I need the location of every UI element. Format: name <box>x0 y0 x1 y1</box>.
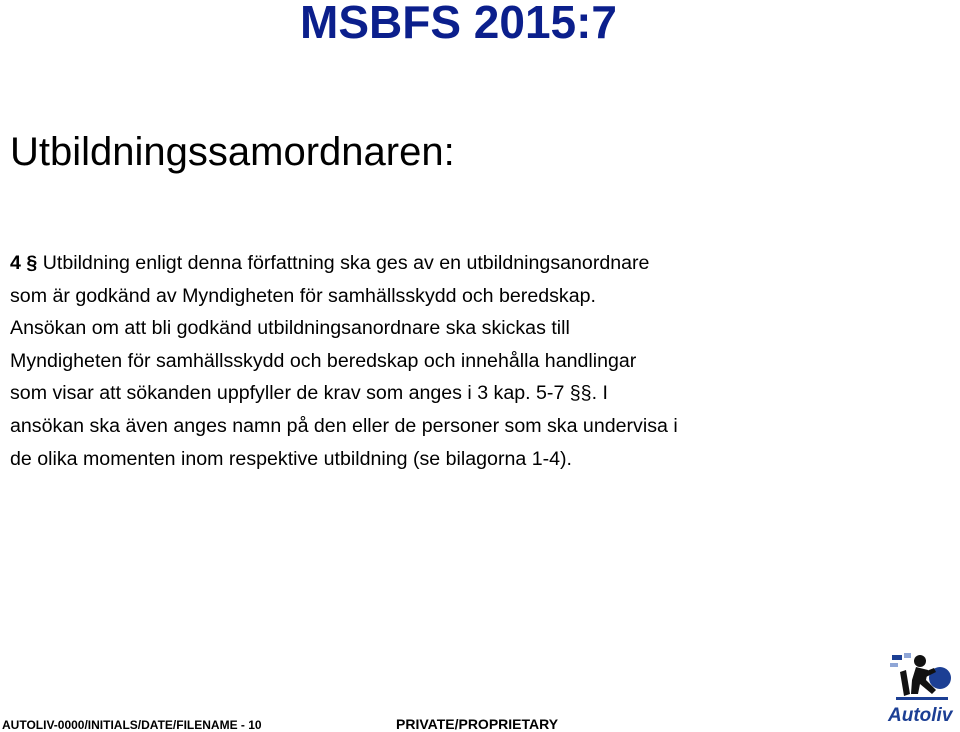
paragraph-line-7: de olika momenten inom respektive utbildning (se bilagorna 1-4). <box>10 447 572 470</box>
autoliv-logo <box>884 650 960 732</box>
section-heading: Utbildningssamordnaren: <box>10 130 455 174</box>
paragraph-line-6: ansökan ska även anges namn på den eller de personer som ska undervisa i <box>10 414 678 437</box>
footer-doc-reference: AUTOLIV-0000/INITIALS/DATE/FILENAME - 10 <box>2 718 262 732</box>
slide-title: MSBFS 2015:7 <box>300 0 618 48</box>
autoliv-airbag-figure-icon <box>890 650 954 702</box>
section-sign: § <box>26 252 38 274</box>
paragraph-line-5: som visar att sökanden uppfyller de krav som anges i 3 kap. 5-7 §§. I <box>10 382 608 405</box>
regulation-paragraph <box>10 247 810 475</box>
paragraph-line-3: Ansökan om att bli godkänd utbildningsanordnare ska skickas till <box>10 317 570 340</box>
footer-classification: PRIVATE/PROPRIETARY <box>396 716 559 732</box>
paragraph-number: 4 <box>10 252 21 274</box>
paragraph-line-4: Myndigheten för samhällsskydd och beredskap och innehålla handlingar <box>10 349 637 372</box>
paragraph-line-2: som är godkänd av Myndigheten för samhällsskydd och beredskap. <box>10 284 596 307</box>
paragraph-line-1 <box>10 247 810 280</box>
logo-text: Autoliv <box>888 705 953 726</box>
paragraph-line-text: Utbildning enligt denna författning ska ges av en utbildningsanordnare <box>42 252 650 274</box>
